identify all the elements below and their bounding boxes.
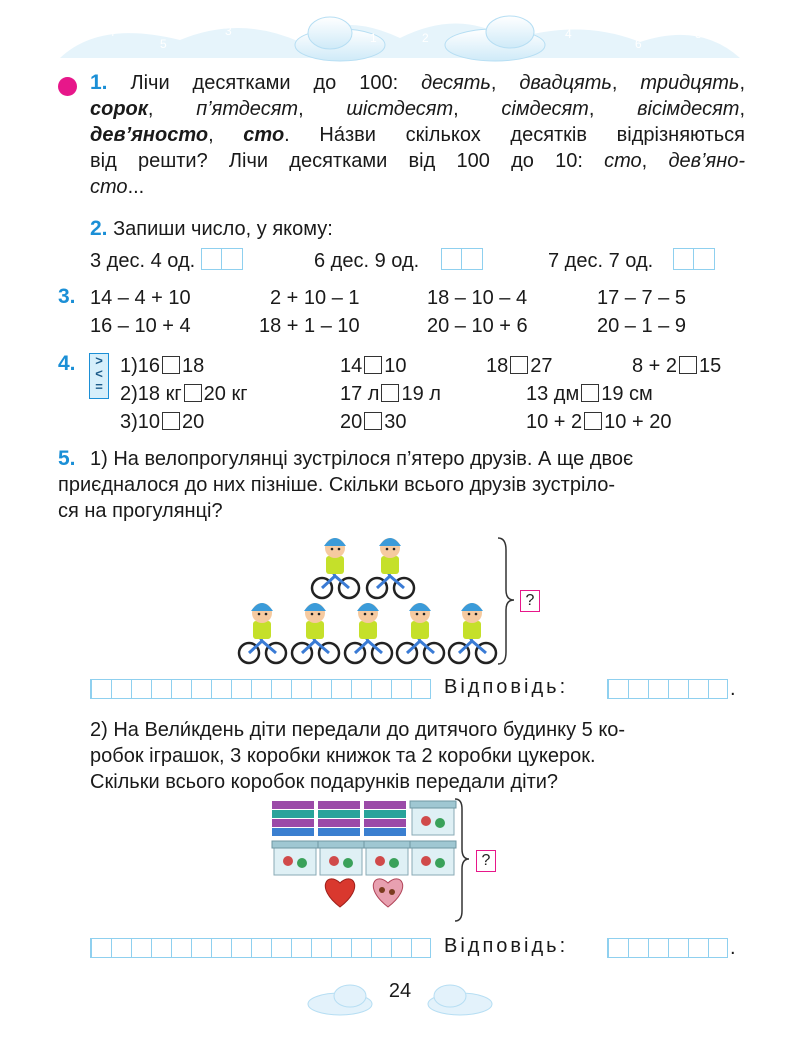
task-2-item xyxy=(548,248,715,273)
line: ся на прогулянці? xyxy=(58,500,223,522)
task-5-part-2-line xyxy=(90,770,558,794)
right: 20 xyxy=(182,411,205,433)
cyclist-icon xyxy=(312,538,359,598)
left: 18 кг xyxy=(137,383,182,405)
word-bold: сорок xyxy=(90,98,148,120)
right: 18 xyxy=(182,355,205,377)
answer-cells[interactable] xyxy=(673,248,715,270)
expression: 20 – 1 – 9 xyxy=(597,315,686,337)
left: 8 + 2 xyxy=(632,355,678,377)
decor-digit: 5 xyxy=(160,37,167,51)
word: тридцять xyxy=(640,72,740,94)
sign: < xyxy=(95,366,103,381)
task-5-part-2-line xyxy=(90,744,596,768)
answer-cells[interactable] xyxy=(441,248,483,270)
cyclist-icon xyxy=(449,603,496,663)
compare-item xyxy=(120,410,204,434)
word-bold: сто xyxy=(243,124,285,146)
toy-box-icon xyxy=(318,841,364,875)
period: . xyxy=(730,937,736,959)
right: 20 кг xyxy=(203,383,248,405)
word: п’ятдесят xyxy=(196,98,299,120)
left: 14 xyxy=(340,355,363,377)
right: 15 xyxy=(699,355,722,377)
word-bold: дев’яносто xyxy=(90,124,209,146)
task-5-part-1-line xyxy=(58,499,223,523)
word: двадцять xyxy=(519,72,612,94)
punct: , xyxy=(739,72,745,94)
expression: 18 + 1 – 10 xyxy=(259,315,360,337)
answer-label: Відповідь: xyxy=(444,935,569,957)
compare-signs-icon xyxy=(89,353,109,399)
heart-candy-box-icon xyxy=(373,879,402,907)
row-label: 3) xyxy=(120,411,138,433)
gift-boxes-illustration xyxy=(270,795,480,925)
decor-digit: 8 xyxy=(695,27,702,41)
line: 2) На Вели́кдень діти передали до дитячого будинку 5 ко- xyxy=(90,719,626,741)
decor-digit: 1 xyxy=(370,31,377,45)
compare-item xyxy=(340,382,441,406)
task-5-part-1-line xyxy=(58,473,615,497)
sign-box[interactable] xyxy=(381,384,399,402)
decor-digit: 4 xyxy=(565,27,572,41)
row-label: 2) xyxy=(120,383,138,405)
task-number xyxy=(58,352,76,376)
task-1 xyxy=(90,70,745,200)
punct: , xyxy=(490,72,520,94)
compare-item xyxy=(526,410,671,434)
left: 13 дм xyxy=(526,383,580,405)
punct: , xyxy=(147,98,197,120)
cloud-band-decoration xyxy=(40,0,760,70)
decor-digit: 3 xyxy=(225,24,232,38)
compare-item xyxy=(340,410,407,434)
cyclist-icon xyxy=(239,603,286,663)
answer-label: Відповідь: xyxy=(444,676,569,698)
decor-digit: 7 xyxy=(110,25,117,39)
task-2-item xyxy=(314,248,483,273)
text: від решти? Лічи десятками від 100 до 10: xyxy=(90,150,605,172)
punct: , xyxy=(453,98,502,120)
sign: = xyxy=(95,379,103,394)
compare-item xyxy=(526,382,653,406)
right: 27 xyxy=(530,355,553,377)
right: 30 xyxy=(384,411,407,433)
question-box: ? xyxy=(520,590,540,612)
cyclist-icon xyxy=(345,603,392,663)
prompt-text: Запиши число, у якому: xyxy=(113,218,333,240)
cyclist-icon xyxy=(367,538,414,598)
expression: 20 – 10 + 6 xyxy=(427,315,528,337)
punct: , xyxy=(739,98,745,120)
sign: > xyxy=(95,353,103,368)
expression: 17 – 7 – 5 xyxy=(597,287,686,309)
word: сто xyxy=(90,176,128,198)
task-5-number: 5. xyxy=(58,447,76,470)
compare-item xyxy=(632,354,721,378)
sign-box[interactable] xyxy=(162,356,180,374)
toy-box-icon xyxy=(272,841,318,875)
book-stack-icon xyxy=(364,801,406,836)
sign-box[interactable] xyxy=(162,412,180,430)
left: 10 xyxy=(137,411,161,433)
word: сімдесят xyxy=(501,98,589,120)
book-stack-icon xyxy=(318,801,360,836)
line: приєдналося до них пізніше. Скільки всього друзів зустріло- xyxy=(58,474,616,496)
task-5-part-1-line xyxy=(90,447,745,471)
task-number: 2. xyxy=(90,217,108,240)
answer-cells[interactable] xyxy=(607,938,728,958)
line: робок іграшок, 3 коробки книжок та 2 коробки цукерок. xyxy=(90,745,596,767)
line: Скільки всього коробок подарунків передали діти? xyxy=(90,771,559,793)
answer-cells[interactable] xyxy=(607,679,728,699)
decor-digit: 2 xyxy=(422,31,429,45)
right: 10 xyxy=(384,355,407,377)
task-number xyxy=(58,285,76,309)
answer-row-1 xyxy=(90,676,750,700)
toy-box-icon xyxy=(410,801,456,835)
solution-cells[interactable] xyxy=(90,679,431,699)
book-stack-icon xyxy=(272,801,314,836)
cloud-icon xyxy=(445,16,545,61)
punct: , xyxy=(641,150,669,172)
answer-cells[interactable] xyxy=(201,248,243,270)
compare-item xyxy=(120,382,248,406)
punct: , xyxy=(208,124,244,146)
sign-box[interactable] xyxy=(510,356,528,374)
left: 16 xyxy=(137,355,161,377)
decor-digit: 6 xyxy=(635,37,642,51)
item-text: 3 дес. 4 од. xyxy=(90,250,196,272)
sign-box[interactable] xyxy=(364,412,382,430)
punct: , xyxy=(611,72,641,94)
task-number: 1. xyxy=(90,71,108,94)
expression: 16 – 10 + 4 xyxy=(90,315,191,337)
solution-cells[interactable] xyxy=(90,938,431,958)
sign-box[interactable] xyxy=(364,356,382,374)
text: Лічи десятками до 100: xyxy=(130,72,422,94)
task-2-prompt xyxy=(90,216,333,242)
sign-box[interactable] xyxy=(581,384,599,402)
curly-brace xyxy=(498,538,514,664)
right: 19 л xyxy=(401,383,441,405)
row-label: 1) xyxy=(120,355,138,377)
item-text: 6 дес. 9 од. xyxy=(314,250,420,272)
question-box: ? xyxy=(476,850,496,872)
left: 10 + 2 xyxy=(526,411,583,433)
task-3-number: 3. xyxy=(58,285,76,308)
text: . На́зви скількох десятків відрізняються xyxy=(284,124,745,146)
answer-row-2 xyxy=(90,935,750,959)
punct: ... xyxy=(127,176,145,198)
curly-brace xyxy=(455,799,469,921)
heart-candy-box-icon xyxy=(325,879,354,907)
word: десять xyxy=(421,72,491,94)
cyclist-icon xyxy=(397,603,444,663)
page-number: 24 xyxy=(388,980,412,1002)
compare-item xyxy=(120,354,204,378)
toy-box-icon xyxy=(410,841,456,875)
task-4-number: 4. xyxy=(58,352,76,375)
expression: 14 – 4 + 10 xyxy=(90,287,191,309)
expression: 2 + 10 – 1 xyxy=(270,287,360,309)
expression: 18 – 10 – 4 xyxy=(427,287,528,309)
compare-item xyxy=(340,354,407,378)
left: 18 xyxy=(486,355,509,377)
period: . xyxy=(730,678,736,700)
item-text: 7 дес. 7 од. xyxy=(548,250,654,272)
priority-dot xyxy=(58,77,77,96)
left: 17 л xyxy=(340,383,380,405)
punct: , xyxy=(298,98,347,120)
sign-box[interactable] xyxy=(679,356,697,374)
toy-box-icon xyxy=(364,841,410,875)
sign-box[interactable] xyxy=(184,384,202,402)
word: дев’яно- xyxy=(668,150,745,172)
task-5-part-2-line xyxy=(90,718,625,742)
decor-digit: 0 xyxy=(398,15,405,29)
sign-box[interactable] xyxy=(584,412,602,430)
right: 19 см xyxy=(601,383,653,405)
word: сто xyxy=(604,150,642,172)
task-2-item xyxy=(90,248,243,273)
punct: , xyxy=(588,98,638,120)
task-number xyxy=(58,447,76,471)
word: шістдесят xyxy=(346,98,454,120)
word: вісімдесят xyxy=(637,98,740,120)
line: 1) На велопрогулянці зустрілося п’ятеро друзів. А ще двоє xyxy=(90,448,634,470)
cyclist-icon xyxy=(292,603,339,663)
right: 10 + 20 xyxy=(604,411,672,433)
cyclists-illustration xyxy=(230,530,540,670)
compare-item xyxy=(486,354,553,378)
left: 20 xyxy=(340,411,363,433)
